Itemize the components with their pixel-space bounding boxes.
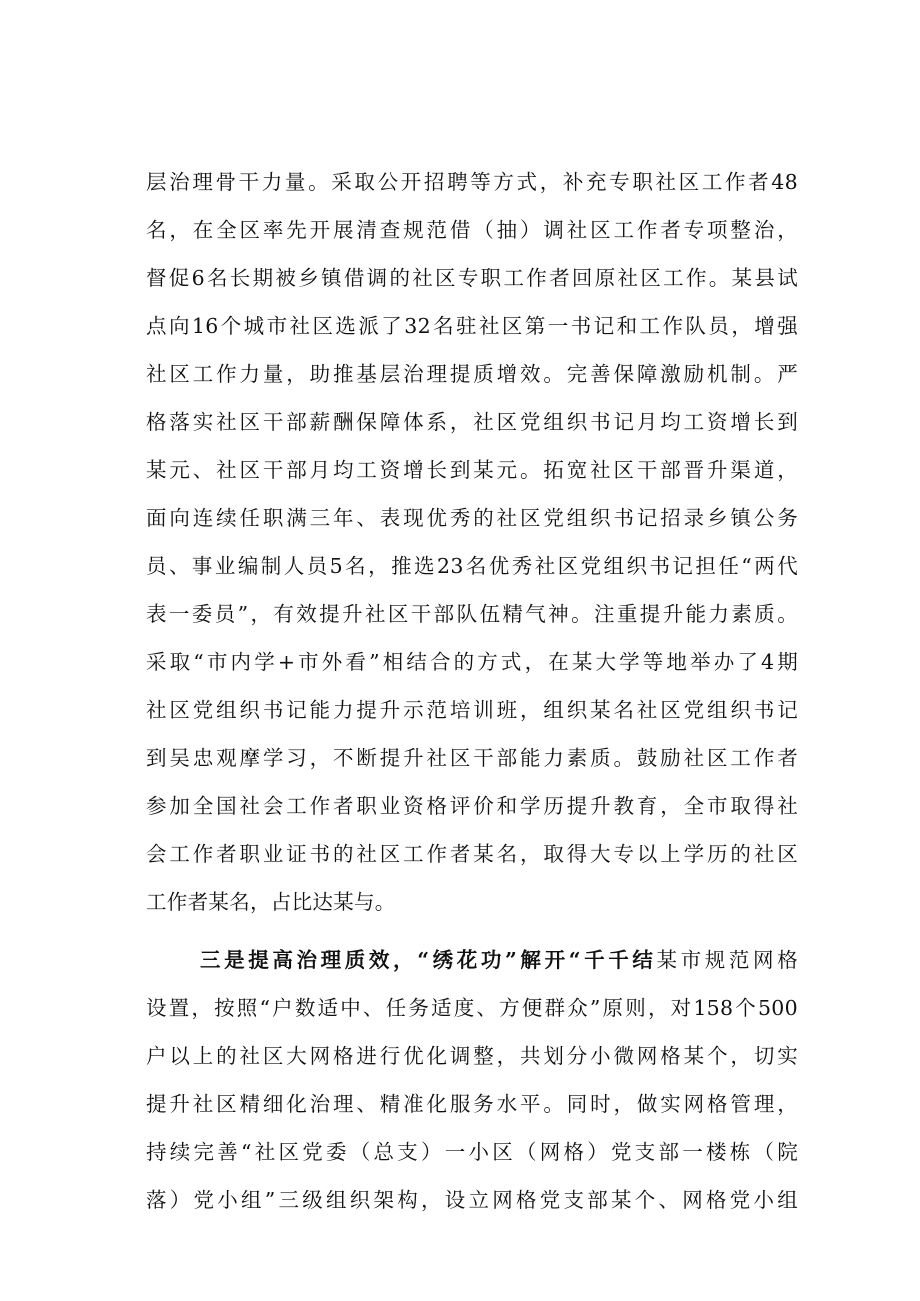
- text-line: 落）党小组”三级组织架构，设立网格党支部某个、网格党小组: [146, 1188, 798, 1212]
- section-heading: 三是提高治理质效，“绣花功”解开“千千结: [200, 948, 657, 972]
- text-line: 某元、社区干部月均工资增长到某元。拓宽社区干部晋升渠道，: [146, 458, 798, 482]
- text-line: 持续完善“社区党委（总支）一小区（网格）党支部一楼栋（院: [146, 1140, 798, 1164]
- text-line: 面向连续任职满三年、表现优秀的社区党组织书记招录乡镇公务: [146, 506, 798, 530]
- text-line: 工作者某名，占比达某与。: [146, 890, 396, 914]
- text-span: 某市规范网格: [656, 948, 798, 972]
- text-line: 社区党组织书记能力提升示范培训班，组织某名社区党组织书记: [146, 698, 798, 722]
- text-line: 设置，按照“户数适中、任务适度、方便群众”原则，对158个500: [146, 996, 798, 1020]
- text-line: 表一委员”，有效提升社区干部队伍精气神。注重提升能力素质。: [146, 602, 798, 626]
- body-text: [146, 158, 798, 1224]
- text-line: 到吴忠观摩学习，不断提升社区干部能力素质。鼓励社区工作者: [146, 746, 798, 770]
- text-line: 会工作者职业证书的社区工作者某名，取得大专以上学历的社区: [146, 842, 798, 866]
- text-line: 采取“市内学+市外看”相结合的方式，在某大学等地举办了4期: [146, 650, 798, 674]
- paragraph-first-line: [146, 936, 798, 984]
- text-line: 员、事业编制人员5名，推选23名优秀社区党组织书记担任“两代: [146, 554, 798, 578]
- text-line: 格落实社区干部薪酬保障体系，社区党组织书记月均工资增长到: [146, 410, 798, 434]
- text-line: 社区工作力量，助推基层治理提质增效。完善保障激励机制。严: [146, 362, 798, 386]
- text-line: 督促6名长期被乡镇借调的社区专职工作者回原社区工作。某县试: [146, 266, 798, 290]
- text-line: 提升社区精细化治理、精准化服务水平。同时，做实网格管理，: [146, 1092, 798, 1116]
- text-line: 点向16个城市社区选派了32名驻社区第一书记和工作队员，增强: [146, 314, 798, 338]
- text-line: 名，在全区率先开展清查规范借（抽）调社区工作者专项整治，: [146, 218, 798, 242]
- text-line: 层治理骨干力量。采取公开招聘等方式，补充专职社区工作者48: [146, 170, 798, 194]
- text-line: 参加全国社会工作者职业资格评价和学历提升教育，全市取得社: [146, 794, 798, 818]
- text-line: 户以上的社区大网格进行优化调整，共划分小微网格某个，切实: [146, 1044, 798, 1068]
